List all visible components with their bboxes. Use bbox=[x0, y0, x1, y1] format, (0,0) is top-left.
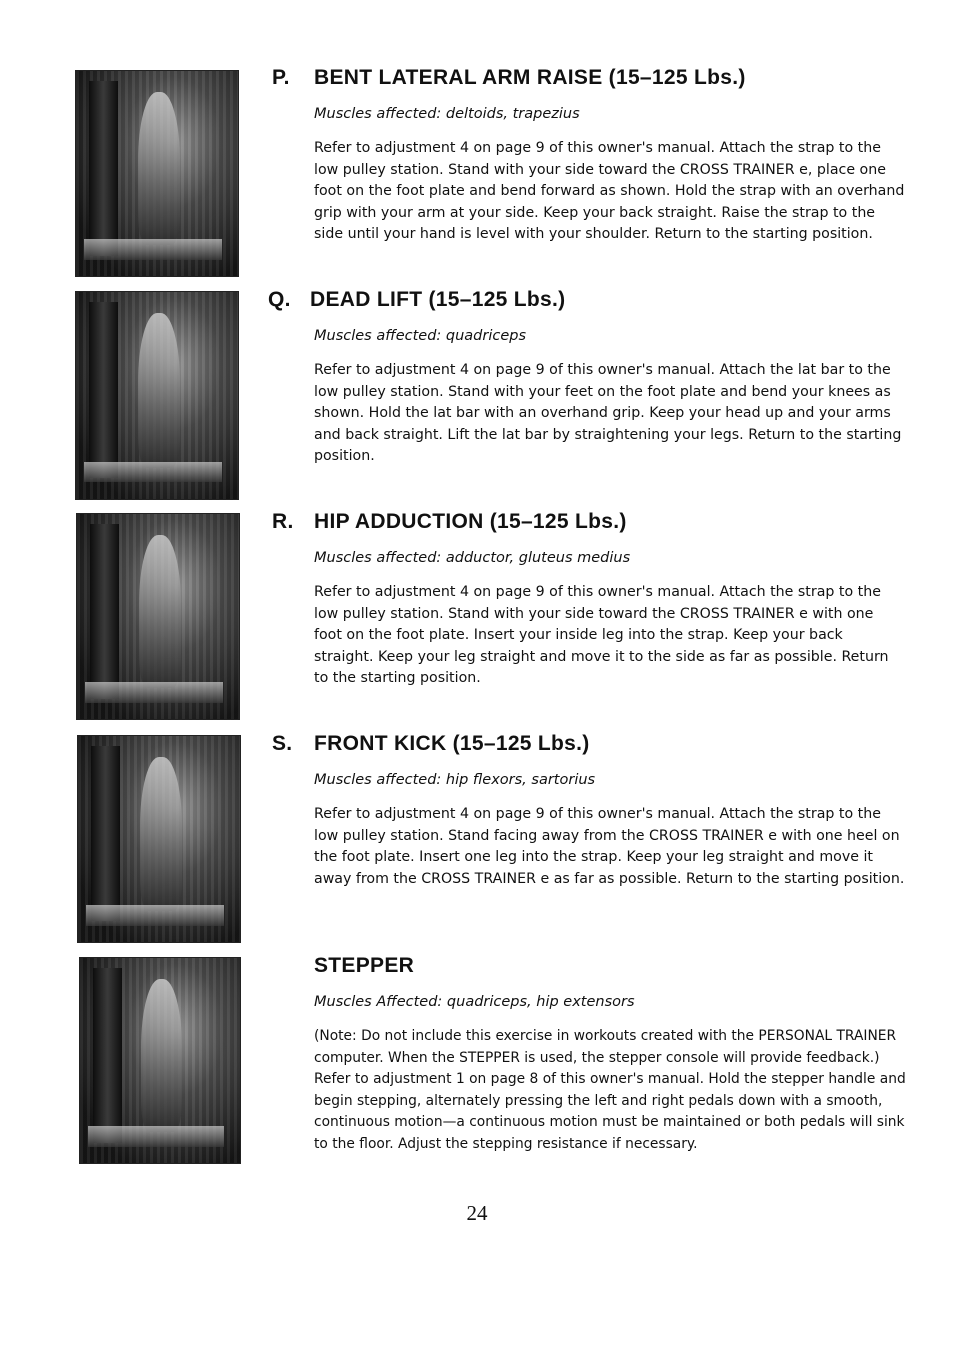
page-number: 24 bbox=[466, 1201, 488, 1225]
instructions: Refer to adjustment 4 on page 9 of this owner's manual. Attach the strap to the low pulley station. Stand with your side toward the CROSS TRAINER e, place one foot on the foot plate and bend forward as shown. Hold the strap with an overhand grip with your arm at your side. Keep your back straight. Raise the strap to the side until your hand is level with your shoulder. Return to the starting position. bbox=[314, 140, 905, 242]
section-bent-lateral-arm-raise bbox=[272, 66, 912, 246]
section-heading: R. HIP ADDUCTION (15–125 Lbs.) bbox=[272, 510, 627, 533]
bent-lateral-arm-raise-photo bbox=[75, 70, 239, 277]
hip-adduction-photo bbox=[76, 513, 240, 720]
section-heading: Q. DEAD LIFT (15–125 Lbs.) bbox=[268, 288, 566, 311]
section-heading: P. BENT LATERAL ARM RAISE (15–125 Lbs.) bbox=[272, 66, 746, 89]
section-dead-lift bbox=[268, 288, 908, 468]
section-stepper bbox=[314, 954, 954, 1155]
section-heading: S. FRONT KICK (15–125 Lbs.) bbox=[272, 732, 590, 755]
instructions: Refer to adjustment 4 on page 9 of this owner's manual. Attach the strap to the low pulley station. Stand with your side toward the CROSS TRAINER e with one foot on the foot plate. Insert your inside leg into the strap. Keep your back straight. Keep your leg straight and move it to the side as far as possible. Return to the starting position. bbox=[314, 584, 889, 686]
section-front-kick bbox=[272, 732, 912, 890]
section-hip-adduction bbox=[272, 510, 912, 690]
muscles-affected: Muscles affected: adductor, gluteus medius bbox=[314, 550, 631, 566]
section-heading: STEPPER bbox=[314, 954, 415, 977]
muscles-affected: Muscles affected: deltoids, trapezius bbox=[314, 106, 580, 122]
muscles-affected: Muscles affected: hip flexors, sartorius bbox=[314, 772, 596, 788]
instructions: Refer to adjustment 4 on page 9 of this owner's manual. Attach the strap to the low pulley station. Stand facing away from the CROSS TRAINER e with one heel on the foot plate. Insert one leg into the strap. Keep your leg straight and move it away from the CROSS TRAINER e as far as possible. Return to the starting position. bbox=[314, 806, 905, 887]
instructions: Refer to adjustment 4 on page 9 of this owner's manual. Attach the lat bar to the low pulley station. Stand with your feet on the foot plate and bend your knees as shown. Hold the lat bar with an overhand grip. Keep your head up and your arms and back straight. Lift the lat bar by straightening your legs. Return to the starting position. bbox=[314, 362, 902, 464]
muscles-affected: Muscles Affected: quadriceps, hip extensors bbox=[314, 994, 635, 1010]
muscles-affected: Muscles affected: quadriceps bbox=[314, 328, 527, 344]
front-kick-photo bbox=[77, 735, 241, 943]
stepper-photo bbox=[79, 957, 241, 1164]
instructions: (Note: Do not include this exercise in workouts created with the PERSONAL TRAINER computer. When the STEPPER is used, the stepper console will provide feedback.) Refer to adjustment 1 on page 8 of this owner's manual. Hold the stepper handle and begin stepping, alternately pressing the left and right pedals down with a smooth, continuous motion—a continuous motion must be maintained or both pedals will sink to the floor. Adjust the stepping resistance if necessary. bbox=[314, 1028, 906, 1152]
dead-lift-photo bbox=[75, 291, 239, 500]
